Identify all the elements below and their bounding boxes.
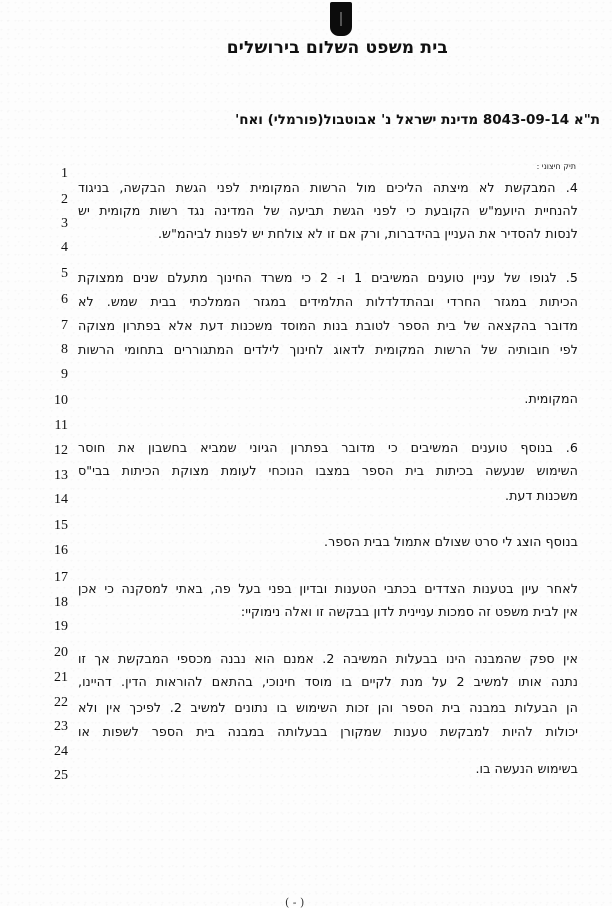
line-number: 24 xyxy=(54,744,68,759)
line-number: 18 xyxy=(54,595,68,610)
line-number: 9 xyxy=(61,367,68,382)
line-number: 7 xyxy=(61,318,68,333)
page-number-mark: ( - ) xyxy=(285,896,305,909)
conclusion-line: אין לבית משפט זה סמכות עניינית לדון בבקשה זו ואלה נימוקיי: xyxy=(240,604,578,619)
line-number: 13 xyxy=(54,468,68,483)
paragraph-6-line: משכנות דעת. xyxy=(504,488,578,503)
court-name-heading: בית משפט השלום בירושלים xyxy=(226,38,448,58)
line-number: 10 xyxy=(54,393,68,408)
line-number: 17 xyxy=(54,570,68,585)
paragraph-4-line: להנחיית היועמ"ש הקובעת כי לפני הגשת תביעה של המדינה נגד רשות מקומית יש xyxy=(78,203,578,218)
reasoning-line: יכולות להיות למבקשת טענות שמקורן בבעלותה במבנה בית הספר לשפות או xyxy=(78,724,578,739)
line-number: 8 xyxy=(61,342,68,357)
line-number: 11 xyxy=(54,418,68,433)
line-number: 25 xyxy=(54,768,68,783)
line-number: 21 xyxy=(54,670,68,685)
paragraph-5-line: המקומית. xyxy=(524,391,578,406)
line-number: 23 xyxy=(54,719,68,734)
line-number: 16 xyxy=(54,543,68,558)
paragraph-4-line: לנסות להסדיר את העניין בהידברות, ורק אם זו לא צולחת יש לפנות לביהמ"ש. xyxy=(157,226,578,241)
reasoning-line: אין ספק שהמבנה הינו בבעלות המשיבה 2. אמנם הוא נבנה מכספי המבקשת אך זו xyxy=(78,651,578,666)
paragraph-5-line: הכיתות במגזר החרדי ובהתדלדלות התלמידים במגזר הממלכתי בבית שמש. לא xyxy=(78,294,578,309)
line-number: 1 xyxy=(61,166,68,181)
line-number: 4 xyxy=(61,240,68,255)
line-number: 20 xyxy=(54,645,68,660)
line-number: 2 xyxy=(61,192,68,207)
line-number: 19 xyxy=(54,619,68,634)
external-file-label: תיק חיצוני : xyxy=(536,162,576,171)
line-number: 3 xyxy=(61,216,68,231)
line-number: 6 xyxy=(61,292,68,307)
paragraph-4-line: 4. המבקשת לא מיצתה הליכים מול הרשות המקומית לפני הגשת הבקשה, בניגוד xyxy=(78,180,578,195)
film-note-line: בנוסף הוצג לי סרט שצולם אתמול בבית הספר. xyxy=(324,534,578,549)
paragraph-5-line: מדובר בהקצאה של בית הספר לטובת בנות המוסד משכנות דעת אלא בפתרון מצוקה xyxy=(78,318,578,333)
line-number: 15 xyxy=(54,518,68,533)
line-number: 5 xyxy=(61,266,68,281)
state-emblem-icon xyxy=(330,2,352,36)
paragraph-5-line: 5. לגופו של עניין טוענים המשיבים 1 ו- 2 כי משרד החינוך מתעלם שנים ממצוקת xyxy=(78,270,578,285)
paragraph-6-line: 6. בנוסף טוענים המשיבים כי מדובר בפתרון הגיוני שמביא בחשבון את חוסר xyxy=(78,440,578,455)
reasoning-line: נתנה אותו למשיב 2 על מנת לקיים בו מוסד חינוכי, בהתאם להוראות הדין. דהיינו, xyxy=(78,674,578,689)
reasoning-line: הן הבעלות במבנה בית הספר והן זכות השימוש בו נתונים למשיב 2. לפיכך אין ולא xyxy=(78,700,579,715)
line-number: 12 xyxy=(54,443,68,458)
paragraph-5-line: לפי חובותיה של הרשות המקומית לדאוג לחינוך לילדים המתגוררים בתחומי הרשות xyxy=(78,342,578,357)
conclusion-line: לאחר עיון בטענות הצדדים בכתבי הטענות ובדיון בפני בעל פה, באתי למסקנה כי אכן xyxy=(78,581,578,596)
case-title: ת"א 8043-09-14 מדינת ישראל נ' אבוטבול(פורמלי) ואח' xyxy=(235,112,600,128)
paragraph-6-line: השימוש שנעשה בכיתות בית הספר במצבו הנוכחי לעומת מצוקת הכיתות בבי"ס xyxy=(78,463,578,478)
reasoning-line: בשימוש הנעשה בו. xyxy=(475,761,578,776)
line-number: 22 xyxy=(54,695,68,710)
line-number: 14 xyxy=(54,492,68,507)
